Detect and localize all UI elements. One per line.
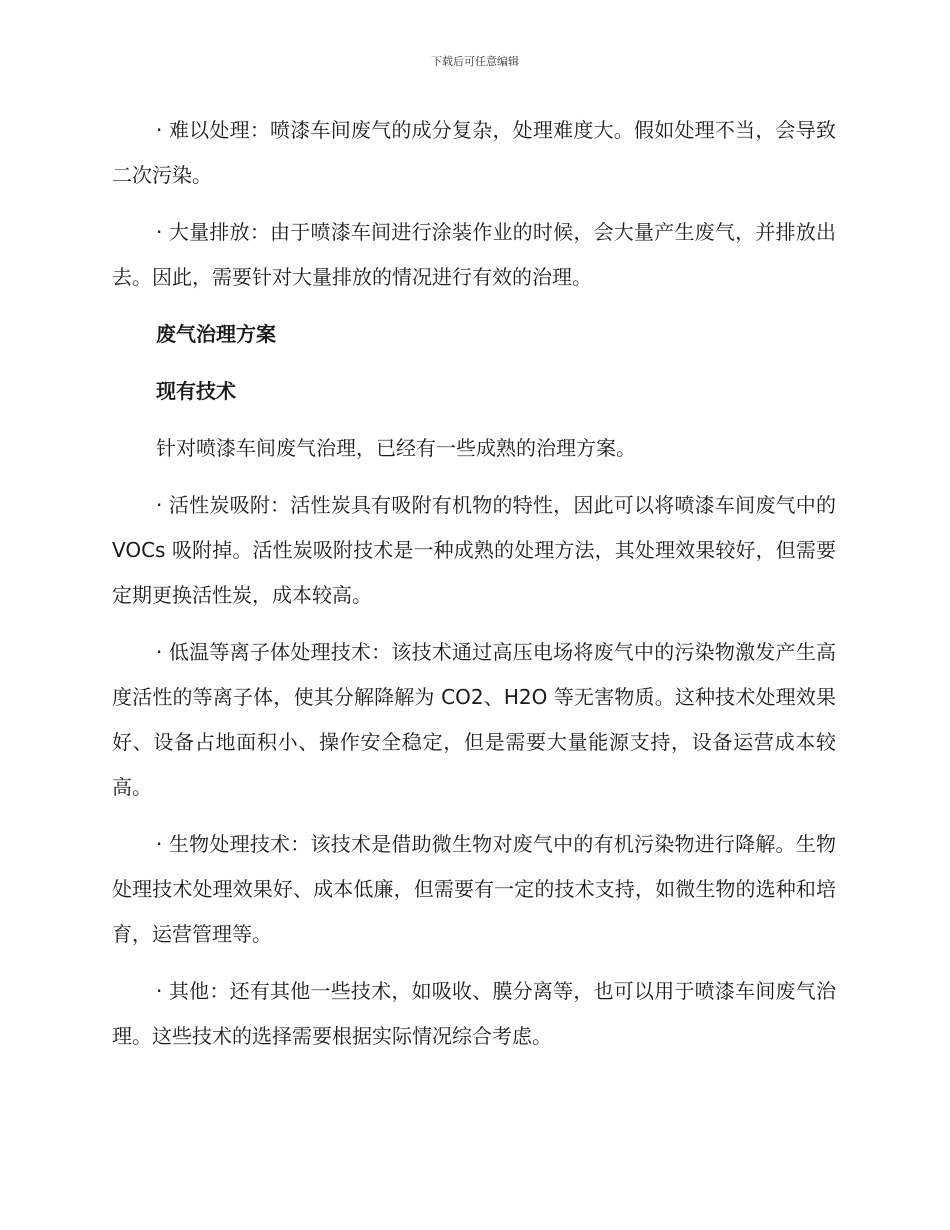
document-body: [112, 108, 836, 1071]
paragraph-other-technologies: · 其他：还有其他一些技术，如吸收、膜分离等，也可以用于喷漆车间废气治理。这些技术的选择需要根据实际情况综合考虑。: [112, 979, 836, 1048]
heading-treatment-plan: 废气治理方案: [156, 322, 276, 346]
paragraph-difficult-treatment: · 难以处理：喷漆车间废气的成分复杂，处理难度大。假如处理不当，会导致二次污染。: [112, 118, 836, 187]
heading-existing-technology: 现有技术: [156, 379, 236, 403]
paragraph-large-emission: · 大量排放：由于喷漆车间进行涂装作业的时候，会大量产生废气，并排放出去。因此，需要针对大量排放的情况进行有效的治理。: [112, 220, 836, 289]
paragraph-plasma-technology: · 低温等离子体处理技术：该技术通过高压电场将废气中的污染物激发产生高度活性的等离子体，使其分解降解为 CO2、H2O 等无害物质。这种技术处理效果好、设备占地面积小、操作安全稳定，但是需要大量能源支持，设备运营成本较高。: [112, 640, 836, 799]
page-header: 下载后可任意编辑: [431, 55, 519, 68]
paragraph-biological-treatment: · 生物处理技术：该技术是借助微生物对废气中的有机污染物进行降解。生物处理技术处理效果好、成本低廉，但需要有一定的技术支持，如微生物的选种和培育，运营管理等。: [112, 832, 836, 946]
paragraph-intro: 针对喷漆车间废气治理，已经有一些成熟的治理方案。: [156, 436, 636, 460]
paragraph-activated-carbon: · 活性炭吸附：活性炭具有吸附有机物的特性，因此可以将喷漆车间废气中的 VOCs 吸附掉。活性炭吸附技术是一种成熟的处理方法，其处理效果较好，但需要定期更换活性炭，成本较高。: [112, 493, 836, 607]
